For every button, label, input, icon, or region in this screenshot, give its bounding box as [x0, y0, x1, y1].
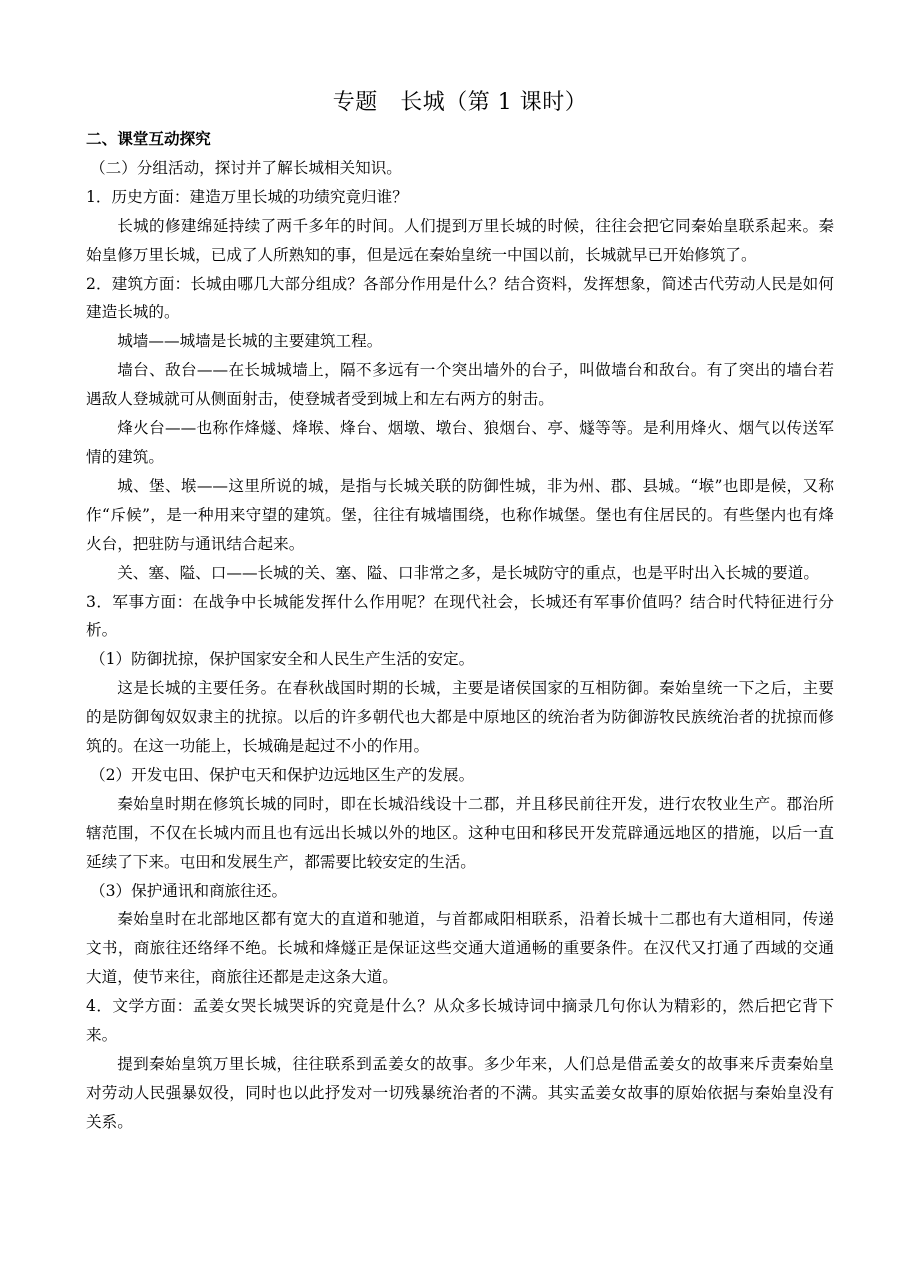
answer-history: 长城的修建绵延持续了两千多年的时间。人们提到万里长城的时候，往往会把它同秦始皇联系起来。秦始皇修万里长城，已成了人所熟知的事，但是远在秦始皇统一中国以前，长城就早已开始修筑了。 — [86, 216, 834, 264]
military-point-2: （2）开发屯田、保护屯天和保护边远地区生产的发展。 — [90, 765, 475, 784]
military-point-3: （3）保护通讯和商旅往还。 — [90, 881, 288, 900]
page-title: 专题 长城（第 1 课时） — [332, 90, 588, 115]
paragraph-beacon-towers: 烽火台——也称作烽燧、烽堠、烽台、烟墩、墩台、狼烟台、亭、燧等等。是利用烽火、烟气以传送军情的建筑。 — [86, 419, 834, 466]
answer-literature: 提到秦始皇筑万里长城，往往联系到孟姜女的故事。多少年来，人们总是借孟姜女的故事来斥责秦始皇对劳动人民强暴奴役，同时也以此抒发对一切残暴统治者的不满。其实孟姜女故事的原始依据与秦始皇没有关系。 — [86, 1055, 834, 1131]
paragraph-passes: 关、塞、隘、口——长城的关、塞、隘、口非常之多，是长城防守的重点，也是平时出入长城的要道。 — [117, 563, 819, 582]
question-literature: 4．文学方面：孟姜女哭长城哭诉的究竟是什么？从众多长城诗词中摘录几句你认为精彩的，然后把它背下来。 — [86, 997, 834, 1045]
question-architecture: 2．建筑方面：长城由哪几大部分组成？各部分作用是什么？结合资料，发挥想象，简述古代劳动人民是如何建造长城的。 — [86, 274, 834, 322]
activity-heading: （二）分组活动，探讨并了解长城相关知识。 — [90, 158, 402, 177]
question-history: 1．历史方面：建造万里长城的功绩究竟归谁？ — [86, 187, 408, 206]
paragraph-wall: 城墙——城墙是长城的主要建筑工程。 — [117, 332, 383, 351]
paragraph-platforms: 墙台、敌台——在长城城墙上，隔不多远有一个突出墙外的台子，叫做墙台和敌台。有了突出的墙台若遇敌人登城就可从侧面射击，使登城者受到城上和左右两方的射击。 — [86, 361, 834, 409]
military-point-1: （1）防御扰掠，保护国家安全和人民生产生活的安定。 — [90, 650, 475, 669]
question-military: 3．军事方面：在战争中长城能发挥什么作用呢？在现代社会，长城还有军事价值吗？结合时代特征进行分析。 — [86, 592, 834, 640]
document-page — [86, 88, 834, 1137]
military-paragraph-1: 这是长城的主要任务。在春秋战国时期的长城，主要是诸侯国家的互相防御。秦始皇统一下之后，主要的是防御匈奴奴隶主的扰掠。以后的许多朝代也大都是中原地区的统治者为防御游牧民族统治者的扰掠而修筑的。在这一功能上，长城确是起过不小的作用。 — [86, 679, 834, 756]
section-heading: 二、课堂互动探究 — [86, 129, 211, 148]
military-paragraph-2: 秦始皇时期在修筑长城的同时，即在长城沿线设十二郡，并且移民前往开发，进行农牧业生产。郡治所辖范围，不仅在长城内而且也有远出长城以外的地区。这种屯田和移民开发荒辟通远地区的措施，以后一直延续了下来。屯田和发展生产，都需要比较安定的生活。 — [86, 794, 834, 871]
paragraph-forts: 城、堡、堠——这里所说的城，是指与长城关联的防御性城，非为州、郡、县城。“堠”也即是候，又称作“斥候”，是一种用来守望的建筑。堡，往往有城墙围绕，也称作城堡。堡也有住居民的。有些堡内也有烽火台，把驻防与通讯结合起来。 — [86, 476, 834, 553]
military-paragraph-3: 秦始皇时在北部地区都有宽大的直道和驰道，与首都咸阳相联系，沿着长城十二郡也有大道相同，传递文书，商旅往还络绎不绝。长城和烽燧正是保证这些交通大道通畅的重要条件。在汉代又打通了西域的交通大道，使节来往，商旅往还都是走这条大道。 — [86, 910, 834, 987]
